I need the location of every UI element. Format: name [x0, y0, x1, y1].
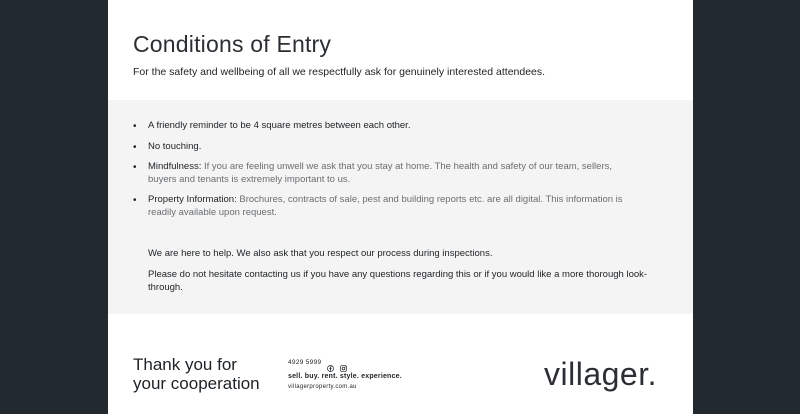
website-link[interactable]: villagerproperty.com.au — [288, 384, 357, 390]
facebook-icon[interactable] — [327, 359, 334, 366]
contact-block — [288, 356, 402, 390]
list-item — [133, 120, 643, 133]
item-text: If you are feeling unwell we ask that you stay at home. The health and safety of our team, sellers, buyers and tenants is extremely important to us. — [148, 161, 613, 185]
bullet-icon: • — [133, 141, 137, 153]
tagline: sell. buy. rent. style. experience. — [288, 373, 402, 380]
bullet-icon: • — [133, 162, 137, 173]
item-heading: No touching. — [148, 140, 202, 152]
notes — [148, 247, 658, 302]
item-heading: Property Information: — [148, 194, 237, 205]
item-heading: A friendly reminder to be 4 square metres between each other. — [148, 120, 411, 131]
villager-logo: villager. — [544, 356, 657, 392]
flyer-page — [108, 0, 693, 414]
page-subtitle: For the safety and wellbeing of all we respectfully ask for genuinely interested attendees. — [133, 66, 546, 78]
item-text: Brochures, contracts of sale, pest and building reports etc. are all digital. This information is readily available upon request. — [148, 194, 623, 218]
note-help: We are here to help. We also ask that you respect our process during inspections. — [148, 248, 493, 259]
list-item — [133, 141, 643, 154]
list-item — [133, 161, 643, 186]
note-contact: Please do not hesitate contacting us if you have any questions regarding this or if you would like a more thorough look-through. — [148, 269, 648, 293]
conditions-panel — [108, 100, 693, 314]
page-title: Conditions of Entry — [133, 31, 332, 57]
thank-you-message — [133, 355, 260, 393]
header — [133, 30, 673, 79]
thank-you-line-2: your cooperation — [133, 374, 260, 393]
conditions-list — [133, 120, 643, 227]
item-heading: Mindfulness: — [148, 161, 202, 172]
thank-you-line-1: Thank you for — [133, 355, 237, 374]
instagram-icon[interactable] — [340, 359, 347, 366]
bullet-icon: • — [133, 195, 137, 206]
contact-row — [288, 356, 402, 368]
phone-number[interactable]: 4929 5999 — [288, 358, 322, 366]
list-item — [133, 194, 643, 219]
bullet-icon: • — [133, 121, 137, 132]
